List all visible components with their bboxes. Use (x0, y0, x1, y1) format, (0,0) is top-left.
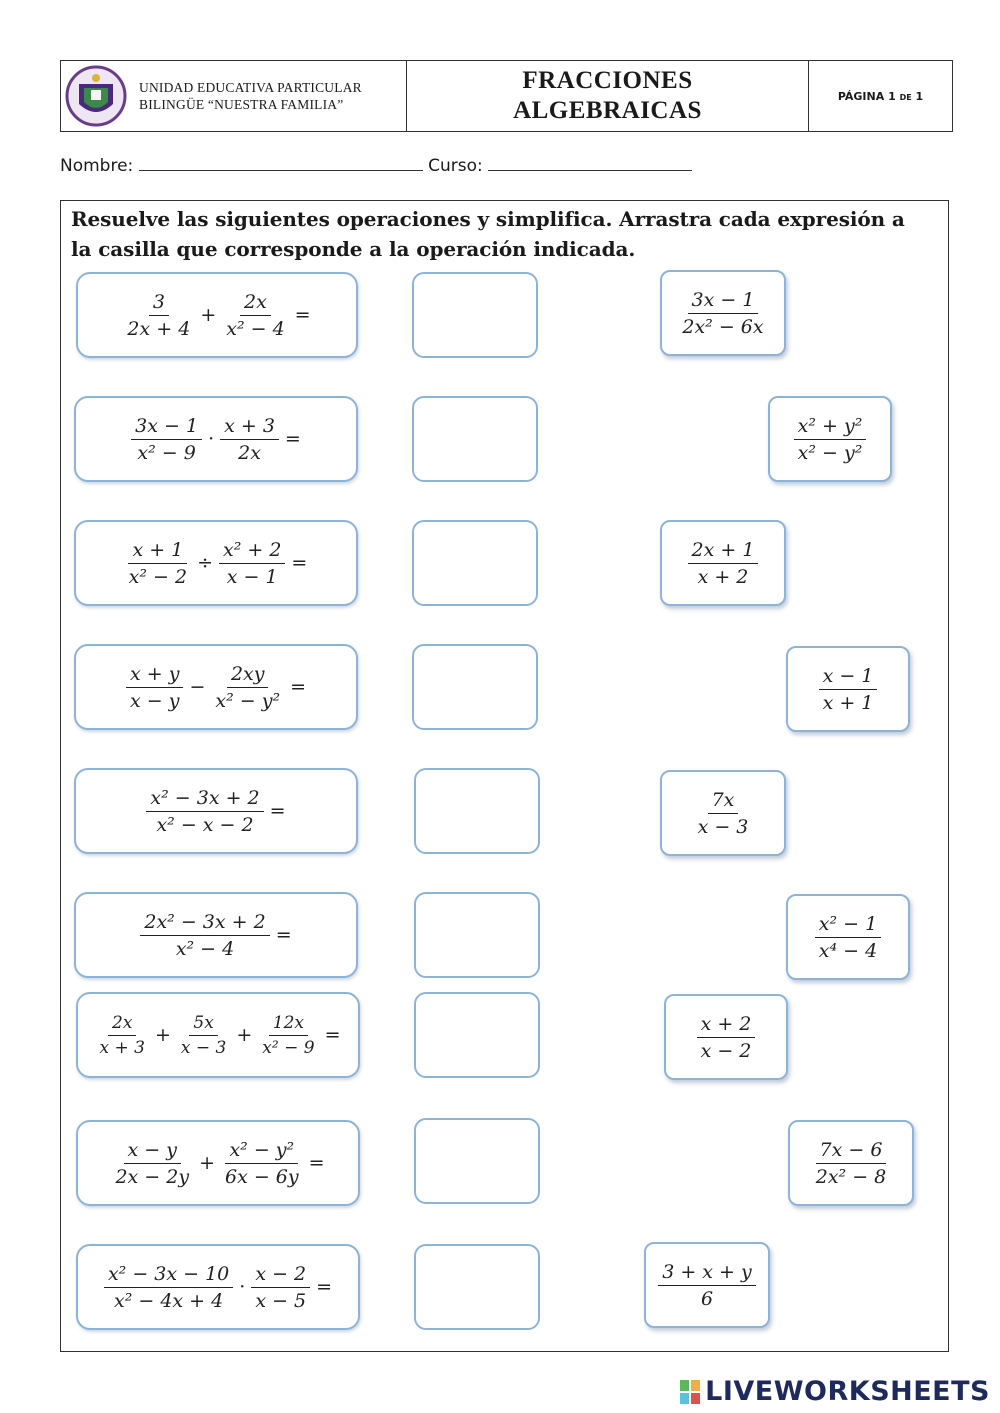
answer-fraction (688, 539, 759, 588)
course-line (488, 156, 692, 171)
denominator: x² − 2 (128, 565, 188, 588)
numerator: 2x² − 3x + 2 (140, 911, 269, 936)
exercise-expression (108, 1139, 327, 1188)
equals-sign: = (269, 800, 286, 822)
answer-expression (791, 415, 870, 464)
numerator: 3 + x + y (658, 1261, 756, 1286)
denominator: x − 3 (180, 1037, 227, 1058)
equals-sign: = (308, 1152, 325, 1174)
answer-expression (691, 789, 756, 838)
answer-expression (694, 1013, 759, 1062)
fraction (251, 1263, 310, 1312)
equals-sign: = (316, 1276, 333, 1298)
answer-expression (675, 289, 770, 338)
drop-target-1[interactable] (412, 272, 538, 358)
operator: + (154, 1024, 171, 1046)
numerator: 2x (108, 1013, 136, 1036)
title-line-2: ALGEBRAICAS (513, 97, 702, 124)
fraction (221, 1139, 303, 1188)
denominator: x² − 4 (226, 317, 285, 340)
answer-expression (809, 1139, 894, 1188)
instructions: Resuelve las siguientes operaciones y simplifica. Arrastra cada expresión a la casilla que corresponde a la operación indicada. (71, 207, 905, 261)
exercise-box-1 (76, 272, 358, 358)
exercise-expression (101, 1263, 335, 1312)
numerator: x − y (124, 1139, 181, 1164)
exercise-expression (123, 663, 309, 712)
numerator: 12x (269, 1013, 308, 1036)
draggable-answer-3[interactable] (660, 520, 786, 606)
denominator: x² − 9 (262, 1037, 315, 1058)
denominator: x − 5 (255, 1289, 307, 1312)
numerator: x + 1 (128, 539, 187, 564)
fraction (131, 415, 202, 464)
title-line-1: FRACCIONES (522, 67, 693, 94)
denominator: 2x − 2y (115, 1165, 190, 1188)
answer-expression (816, 665, 881, 714)
school-logo (65, 64, 127, 128)
equals-sign: = (290, 676, 306, 698)
denominator: 2x² − 8 (815, 1165, 887, 1188)
equals-sign: = (291, 552, 308, 574)
fraction (125, 539, 191, 588)
fraction (146, 787, 263, 836)
denominator: x − 1 (226, 565, 278, 588)
denominator: x⁴ − 4 (818, 939, 878, 962)
drop-target-7[interactable] (414, 992, 540, 1078)
draggable-answer-9[interactable] (644, 1242, 770, 1328)
exercise-expression (137, 911, 294, 960)
page-cell (809, 61, 952, 131)
exercise-box-2 (74, 396, 358, 482)
fraction (177, 1013, 230, 1058)
brand-text: LIVEWORKSHEETS (705, 1376, 990, 1407)
fraction (104, 1263, 233, 1312)
name-line (139, 156, 423, 171)
drop-target-5[interactable] (414, 768, 540, 854)
numerator: 3x − 1 (131, 415, 202, 440)
exercise-box-4 (74, 644, 358, 730)
numerator: 2x + 1 (688, 539, 759, 564)
draggable-answer-8[interactable] (788, 1120, 914, 1206)
draggable-answer-6[interactable] (786, 894, 910, 980)
liveworksheets-brand (679, 1376, 990, 1407)
page-total: 1 (915, 89, 924, 103)
answer-fraction (812, 1139, 891, 1188)
operator: · (239, 1276, 246, 1298)
answer-fraction (678, 289, 767, 338)
page-of: DE (899, 92, 912, 102)
numerator: x² − 3x − 10 (104, 1263, 233, 1288)
fraction (140, 911, 269, 960)
drop-target-6[interactable] (414, 892, 540, 978)
numerator: 2x (240, 291, 271, 316)
numerator: x − 2 (251, 1263, 310, 1288)
answer-expression (685, 539, 762, 588)
drop-target-3[interactable] (412, 520, 538, 606)
drop-target-2[interactable] (412, 396, 538, 482)
exercise-expression (143, 787, 288, 836)
exercise-expression (93, 1013, 344, 1058)
exercise-box-5 (74, 768, 358, 854)
operator: + (200, 304, 217, 326)
draggable-answer-5[interactable] (660, 770, 786, 856)
answer-fraction (658, 1261, 756, 1310)
denominator: 2x + 4 (127, 317, 191, 340)
numerator: 7x (708, 789, 739, 814)
answer-fraction (697, 1013, 756, 1062)
denominator: 6x − 6y (225, 1165, 299, 1188)
numerator: 3 (149, 291, 169, 316)
denominator: 2x² − 6x (682, 315, 764, 338)
exercise-box-8 (76, 1120, 360, 1206)
answer-fraction (794, 415, 867, 464)
denominator: x + 1 (822, 691, 874, 714)
fraction (222, 291, 288, 340)
fraction (111, 1139, 193, 1188)
fraction (123, 291, 194, 340)
school-cell (61, 61, 407, 131)
equals-sign: = (284, 428, 301, 450)
draggable-answer-1[interactable] (660, 270, 786, 356)
equals-sign: = (275, 924, 292, 946)
fraction (211, 663, 284, 712)
operator: + (199, 1152, 215, 1174)
denominator: 6 (700, 1287, 714, 1310)
operator: − (189, 676, 206, 698)
numerator: x + 3 (220, 415, 279, 440)
operator: ÷ (197, 552, 213, 574)
numerator: 2xy (227, 663, 269, 688)
numerator: x² − 3x + 2 (146, 787, 263, 812)
denominator: x² − y² (215, 689, 281, 712)
exercise-expression (120, 291, 313, 340)
denominator: x² − y² (797, 441, 863, 464)
numerator: 5x (189, 1013, 217, 1036)
equals-sign: = (324, 1024, 341, 1046)
denominator: x + 2 (697, 565, 749, 588)
numerator: x − 1 (819, 665, 878, 690)
numerator: x² + 2 (219, 539, 285, 564)
drop-target-4[interactable] (412, 644, 538, 730)
exercise-expression (122, 539, 311, 588)
exercise-box-3 (74, 520, 358, 606)
title-cell (407, 61, 809, 131)
drop-target-9[interactable] (414, 1244, 540, 1330)
operator: · (208, 428, 215, 450)
name-label: Nombre: (60, 156, 134, 176)
numerator: 7x − 6 (816, 1139, 887, 1164)
draggable-answer-7[interactable] (664, 994, 788, 1080)
drop-target-8[interactable] (414, 1118, 540, 1204)
denominator: x − 3 (697, 815, 749, 838)
school-name (139, 79, 362, 113)
school-line-2: BILINGÜE “NUESTRA FAMILIA” (139, 97, 344, 112)
fraction (258, 1013, 318, 1058)
draggable-answer-4[interactable] (786, 646, 910, 732)
fraction (96, 1013, 149, 1058)
fraction (219, 539, 285, 588)
operator: + (236, 1024, 253, 1046)
denominator: x² − 4x + 4 (113, 1289, 224, 1312)
denominator: x² − 9 (137, 441, 196, 464)
page-indicator (838, 90, 923, 103)
answer-expression (812, 913, 884, 962)
numerator: x² + y² (794, 415, 867, 440)
numerator: x² − y² (225, 1139, 298, 1164)
fraction (220, 415, 279, 464)
numerator: x + 2 (697, 1013, 756, 1038)
denominator: x − y (130, 689, 180, 712)
fraction (126, 663, 183, 712)
denominator: x² − 4 (175, 937, 235, 960)
numerator: 3x − 1 (688, 289, 759, 314)
answer-expression (655, 1261, 759, 1310)
denominator: 2x (238, 441, 261, 464)
draggable-answer-2[interactable] (768, 396, 892, 482)
denominator: x² − x − 2 (156, 813, 254, 836)
page-label: PÁGINA (837, 89, 885, 103)
course-label: Curso: (428, 156, 483, 176)
denominator: x + 3 (99, 1037, 145, 1058)
denominator: x − 2 (700, 1039, 752, 1062)
exercise-box-6 (74, 892, 358, 978)
answer-fraction (815, 913, 881, 962)
student-info (60, 156, 692, 176)
numerator: x + y (126, 663, 183, 688)
equals-sign: = (294, 304, 311, 326)
exercise-box-7 (76, 992, 360, 1078)
worksheet-header (60, 60, 953, 132)
page-number: 1 (888, 89, 896, 103)
exercise-expression (128, 415, 304, 464)
answer-fraction (819, 665, 878, 714)
exercise-box-9 (76, 1244, 360, 1330)
answer-fraction (694, 789, 753, 838)
numerator: x² − 1 (815, 913, 881, 938)
school-line-1: UNIDAD EDUCATIVA PARTICULAR (139, 80, 362, 95)
liveworksheets-logo-icon (679, 1379, 701, 1405)
